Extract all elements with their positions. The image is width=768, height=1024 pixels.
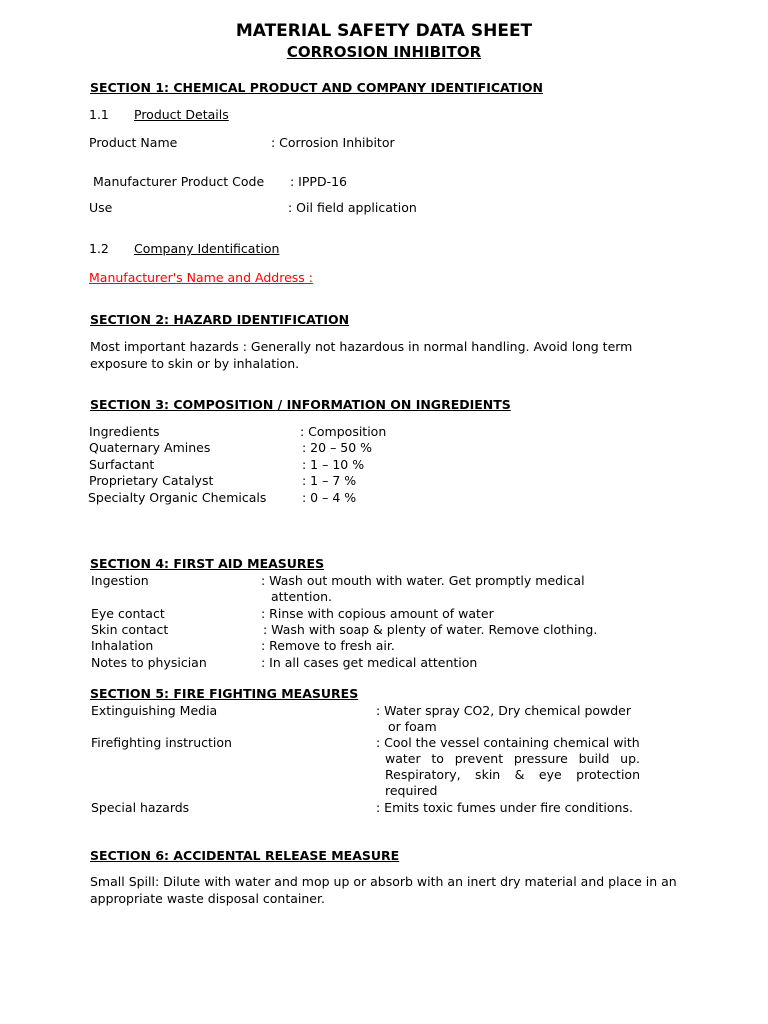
ingredients-header-label: Ingredients (89, 424, 160, 439)
section-5-heading: SECTION 5: FIRE FIGHTING MEASURES (90, 686, 359, 701)
first-aid-value: : Rinse with copious amount of water (261, 606, 494, 621)
subsection-1-1-number: 1.1 (89, 107, 109, 122)
accidental-release-text: Small Spill: Dilute with water and mop up or absorb with an inert dry material and place in an appropriate waste disposal container. (90, 874, 677, 906)
first-aid-label: Ingestion (91, 573, 149, 588)
product-code-label: Manufacturer Product Code (93, 174, 265, 189)
ingredient-value: : 1 – 7 % (302, 473, 357, 488)
product-name-label: Product Name (89, 135, 178, 150)
subsection-1-2-number: 1.2 (89, 241, 109, 256)
subsection-1-2-title: Company Identification (134, 241, 280, 256)
extinguishing-media-label: Extinguishing Media (91, 703, 218, 718)
first-aid-label: Skin contact (91, 622, 169, 637)
hazard-text: Most important hazards : Generally not hazardous in normal handling. Avoid long term exposure to skin or by inhalation. (90, 339, 633, 371)
first-aid-value-continued: attention. (271, 589, 332, 604)
ingredient-value: : 20 – 50 % (302, 440, 373, 455)
section-6-heading: SECTION 6: ACCIDENTAL RELEASE MEASURE (90, 848, 400, 863)
section-4-heading: SECTION 4: FIRST AID MEASURES (90, 556, 325, 571)
composition-header-label: : Composition (300, 424, 387, 439)
first-aid-value: : Wash with soap & plenty of water. Remove clothing. (263, 622, 598, 637)
manufacturer-name-address-label: Manufacturer's Name and Address : (89, 270, 313, 285)
firefighting-instruction-label: Firefighting instruction (91, 735, 232, 750)
firefighting-instruction-value-continued: water to prevent pressure build up. Respiratory, skin & eye protection required (385, 751, 640, 798)
product-code-value: : IPPD-16 (290, 174, 347, 189)
use-value: : Oil field application (288, 200, 417, 215)
ingredient-name: Surfactant (89, 457, 155, 472)
first-aid-label: Inhalation (91, 638, 154, 653)
special-hazards-value: : Emits toxic fumes under fire conditions. (376, 800, 633, 815)
document-title: MATERIAL SAFETY DATA SHEET (235, 21, 533, 41)
special-hazards-label: Special hazards (91, 800, 190, 815)
first-aid-label: Eye contact (91, 606, 165, 621)
ingredient-name: Proprietary Catalyst (89, 473, 214, 488)
extinguishing-media-value-continued: or foam (388, 719, 437, 734)
ingredient-value: : 0 – 4 % (302, 490, 357, 505)
ingredient-name: Quaternary Amines (89, 440, 211, 455)
section-1-heading: SECTION 1: CHEMICAL PRODUCT AND COMPANY IDENTIFICATION (90, 80, 543, 95)
first-aid-value: : Remove to fresh air. (261, 638, 395, 653)
first-aid-label: Notes to physician (91, 655, 207, 670)
extinguishing-media-value: : Water spray CO2, Dry chemical powder (376, 703, 632, 718)
product-name-value: : Corrosion Inhibitor (271, 135, 395, 150)
subsection-1-1-title: Product Details (134, 107, 229, 122)
ingredient-value: : 1 – 10 % (302, 457, 365, 472)
first-aid-value: : Wash out mouth with water. Get promptly medical (261, 573, 585, 588)
use-label: Use (89, 200, 113, 215)
document-subtitle: CORROSION INHIBITOR (286, 43, 482, 61)
section-3-heading: SECTION 3: COMPOSITION / INFORMATION ON INGREDIENTS (90, 397, 511, 412)
firefighting-instruction-value: : Cool the vessel containing chemical with (376, 735, 640, 750)
ingredient-name: Specialty Organic Chemicals (88, 490, 267, 505)
first-aid-value: : In all cases get medical attention (261, 655, 478, 670)
section-2-heading: SECTION 2: HAZARD IDENTIFICATION (90, 312, 350, 327)
